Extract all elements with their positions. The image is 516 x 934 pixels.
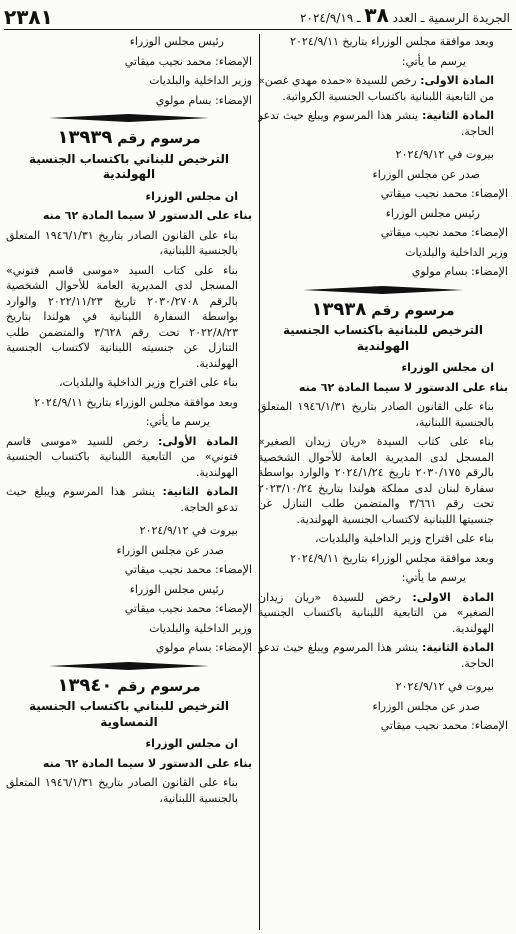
place-date: بيروت في ٢٠٢٤/٩/١٢ — [395, 148, 494, 161]
minister-title: وزير الداخلية والبلديات — [405, 245, 508, 259]
article-1-text: رخص للسيد «موسى قاسم فتوني» من التابعية اللبنانية باكتساب الجنسية الهولندية. — [6, 434, 238, 479]
decree-subject: الترخيص للبنانية باكتساب الجنسية الهولندية — [282, 323, 484, 353]
left-column — [6, 34, 252, 930]
decree-body: بناء على القانون الصادر بتاريخ ١٩٤٦/١/٣١ المتعلق بالجنسية اللبنانية، — [258, 400, 494, 429]
separator-ornament — [49, 113, 209, 123]
article-2-text: ينشر هذا المرسوم ويبلغ حيث تدعو الحاجة. — [258, 109, 494, 138]
section-separator — [6, 660, 252, 672]
section-separator — [6, 112, 252, 124]
signature-line: الإمضاء: محمد نجيب ميقاتي — [124, 602, 252, 615]
journal-title — [300, 5, 510, 28]
article-2-text: ينشر هذا المرسوم ويبلغ حيث تدعو الحاجة. — [6, 485, 238, 514]
decree-heading — [258, 298, 508, 320]
article-1 — [6, 434, 252, 481]
signature-line: الإمضاء: محمد نجيب ميقاتي — [380, 187, 508, 200]
issue-date: ـ ٢٠٢٤/٩/١٩ — [300, 11, 361, 25]
decree-subject: الترخيص للبناني باكتساب الجنسية النمساوية — [28, 699, 229, 729]
article-1 — [258, 73, 508, 104]
decree-body: بناء على كتاب السيدة «ريان زيدان الصغير» المسجل لدى المديرية العامة للأحوال الشخصية بالرقم ٢٠٣٠/١٧٥ تاريخ ٢٠٢٤/١/٢٤ والوارد بواسطة سفارة لبنان لدى مملكة هولندا بتاريخ ٢٠٢٣/١٠/٢٤ تحت رقم ٣/٦٦١ والمتضمن طلب التنازل عن جنسيتها اللبنانية لاكتساب الجنسية الهولندية. — [258, 435, 494, 526]
article-1-label: المادة الأولى: — [157, 434, 238, 448]
decree-heading — [6, 127, 252, 148]
section-separator — [258, 284, 508, 296]
decree-subject: الترخيص للبناني باكتساب الجنسية الهولندية — [28, 151, 229, 181]
decree-body: بناء على الدستور لا سيما المادة ٦٢ منه — [42, 756, 252, 770]
decree-body: ان مجلس الوزراء — [401, 361, 494, 374]
decree-number: ١٣٩٣٩ — [57, 127, 113, 148]
article-2-label: المادة الثانية: — [422, 109, 494, 122]
decree-body: بناء على الدستور لا سيما المادة ٦٢ منه — [42, 209, 252, 222]
signature-line: الإمضاء: محمد نجيب ميقاتي — [124, 563, 252, 576]
article-1-text: رخص للسيدة «حمده مهدي غصن» من التابعية اللبنانية باكتساب الجنسية الكرواتية. — [258, 74, 494, 103]
separator-ornament — [303, 285, 463, 295]
article-2-label: المادة الثانية: — [162, 485, 238, 498]
decree-body: بناء على اقتراح وزير الداخلية والبلديات، — [58, 376, 238, 389]
decree-body: بناء على كتاب السيد «موسى قاسم فتوني» المسجل لدى المديرية العامة للأحوال الشخصية بالرقم ٢٠٣٠/٢٧٠٨ تاريخ ٢٠٢٢/١١/٢٣ والوارد بواسطة السفارة اللبنانية في هولندا بتاريخ ٢٠٢٢/٨/٢٣ تحت رقم ٣/٦٢٨ والمتضمن طلب التنازل عن جنسيته اللبنانية لاكتساب الجنسية الهولندية. — [6, 263, 238, 370]
article-2-text: ينشر هذا المرسوم ويبلغ حيث تدعو الحاجة. — [258, 641, 494, 670]
header-rule — [4, 29, 512, 30]
right-column — [258, 34, 508, 930]
decree-body: بناء على اقتراح وزير الداخلية والبلديات، — [314, 532, 494, 545]
decree-body: بناء على الدستور لا سيما المادة ٦٢ منه — [298, 380, 508, 394]
signature-line: الإمضاء: بسام مولوي — [155, 93, 252, 107]
article-1 — [258, 590, 508, 637]
decree-body: ان مجلس الوزراء — [145, 737, 238, 750]
issued-by: صدر عن مجلس الوزراء — [116, 543, 224, 557]
pm-title: رئيس مجلس الوزراء — [129, 582, 224, 596]
approval-line: وبعد موافقة مجلس الوزراء بتاريخ ٢٠٢٤/٩/١١ — [290, 551, 494, 565]
pm-title: رئيس مجلس الوزراء — [385, 206, 480, 220]
decree-body: بناء على القانون الصادر بتاريخ ١٩٤٦/١/٣١ المتعلق بالجنسية اللبنانية، — [6, 776, 238, 805]
page-number: ٢٣٨١ — [4, 5, 53, 29]
decree-label: مرسوم رقم — [371, 302, 455, 319]
article-2 — [258, 640, 508, 671]
place-date: بيروت في ٢٠٢٤/٩/١٢ — [395, 680, 494, 693]
decrees-line: يرسم ما يأتي: — [401, 54, 466, 68]
decree-label: مرسوم رقم — [117, 131, 201, 147]
decree-heading — [6, 674, 252, 696]
decree-number: ١٣٩٣٨ — [311, 298, 367, 320]
issued-by: صدر عن مجلس الوزراء — [372, 699, 480, 713]
page-header — [4, 4, 510, 28]
decree-label: مرسوم رقم — [117, 678, 201, 695]
article-2-label: المادة الثانية: — [422, 641, 494, 654]
signature-line: الإمضاء: محمد نجيب ميقاتي — [380, 226, 508, 239]
decree-body: ان مجلس الوزراء — [145, 189, 238, 203]
separator-ornament — [49, 661, 209, 671]
signature-line: الإمضاء: بسام مولوي — [411, 265, 508, 278]
article-1-text: رخص للسيدة «ريان زيدان الصغير» من التابعية اللبنانية باكتساب الجنسية الهولندية. — [258, 590, 494, 635]
minister-title: وزير الداخلية والبلديات — [149, 621, 252, 635]
approval-line: وبعد موافقة مجلس الوزراء بتاريخ ٢٠٢٤/٩/١١ — [34, 395, 238, 409]
article-1-label: المادة الاولى: — [420, 74, 494, 87]
decree-number: ١٣٩٤٠ — [57, 674, 113, 696]
signature-line: الإمضاء: محمد نجيب ميقاتي — [380, 719, 508, 732]
decrees-line: يرسم ما يأتي: — [401, 571, 466, 584]
article-2 — [258, 108, 508, 139]
issue-number: ٣٨ — [364, 3, 389, 27]
signature-line: الإمضاء: محمد نجيب ميقاتي — [124, 54, 252, 68]
article-1-label: المادة الاولى: — [412, 590, 494, 604]
pm-title: رئيس مجلس الوزراء — [129, 35, 224, 48]
journal-name: الجريدة الرسمية ـ العدد — [392, 11, 510, 25]
signature-line: الإمضاء: بسام مولوي — [155, 641, 252, 654]
place-date: بيروت في ٢٠٢٤/٩/١٢ — [139, 524, 238, 537]
minister-title: وزير الداخلية والبلديات — [149, 74, 252, 87]
decree-body: بناء على القانون الصادر بتاريخ ١٩٤٦/١/٣١ المتعلق بالجنسية اللبنانية، — [6, 228, 238, 257]
approval-line: وبعد موافقة مجلس الوزراء بتاريخ ٢٠٢٤/٩/١١ — [290, 35, 494, 48]
article-2 — [6, 484, 252, 515]
decrees-line: يرسم ما يأتي: — [145, 415, 210, 428]
issued-by: صدر عن مجلس الوزراء — [372, 167, 480, 181]
